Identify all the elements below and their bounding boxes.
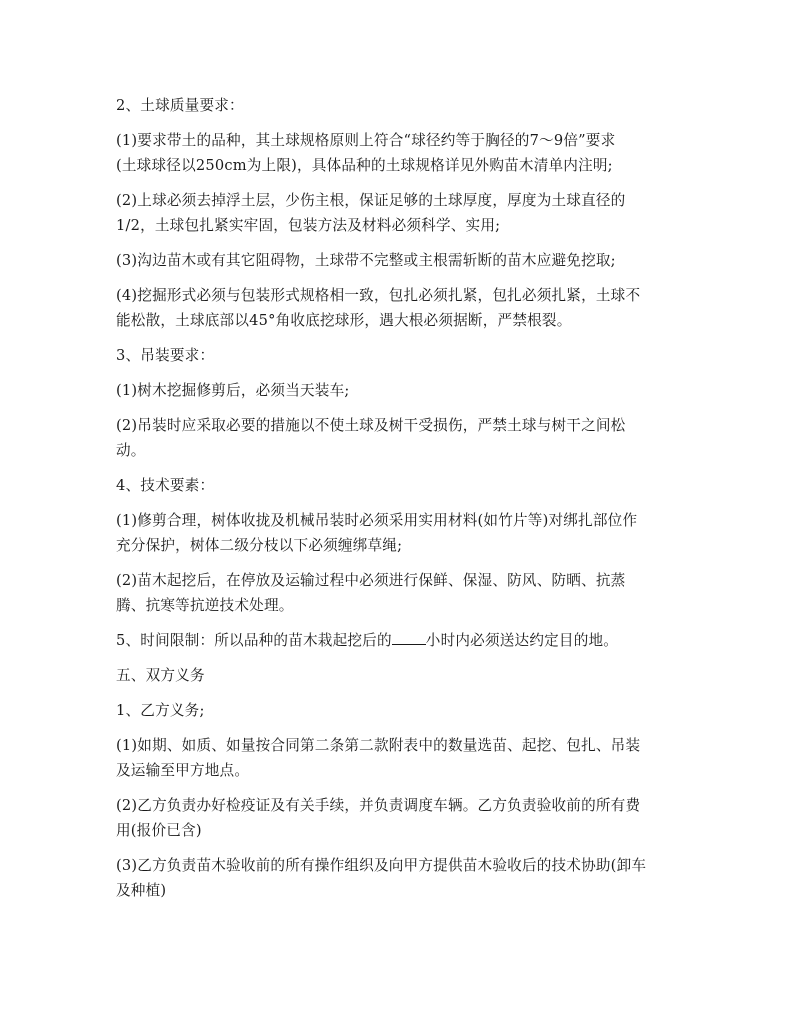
text-line: (2)上球必须去掉浮土层，少伤主根，保证足够的土球厚度，厚度为土球直径的 xyxy=(116,192,626,209)
soil-ball-item-3 xyxy=(116,248,682,273)
text-line: (4)挖掘形式必须与包装形式规格相一致，包扎必须扎紧，包扎必须扎紧，土球不 xyxy=(116,287,641,304)
soil-ball-item-1 xyxy=(116,128,682,178)
text-line: 及种植) xyxy=(116,882,167,899)
heading-lifting xyxy=(116,343,682,368)
text-line: (3)乙方负责苗木验收前的所有操作组织及向甲方提供苗木验收后的技术协助(卸车 xyxy=(116,857,647,874)
text-line xyxy=(116,628,682,653)
heading-technical xyxy=(116,473,682,498)
time-limit-suffix: 小时内必须送达约定目的地。 xyxy=(425,632,619,649)
text-line: (1)修剪合理，树体收拢及机械吊装时必须采用实用材料(如竹片等)对绑扎部位作 xyxy=(116,512,638,529)
party-b-item-2 xyxy=(116,793,682,843)
text-line: (3)沟边苗木或有其它阻碍物，土球带不完整或主根需斩断的苗木应避免挖取; xyxy=(116,252,616,269)
party-b-item-3 xyxy=(116,853,682,903)
text-line: (2)苗木起挖后，在停放及运输过程中必须进行保鲜、保湿、防风、防晒、抗蒸 xyxy=(116,572,626,589)
fill-in-blank[interactable] xyxy=(392,628,426,645)
text-line: (2)吊装时应采取必要的措施以不使土球及树干受损伤，严禁土球与树干之间松 xyxy=(116,417,626,434)
document-page xyxy=(116,93,682,913)
text-line: (1)要求带土的品种，其土球规格原则上符合“球径约等于胸径的7～9倍”要求 xyxy=(116,132,616,149)
text-line: 动。 xyxy=(116,442,146,459)
text-line: 能松散，土球底部以45°角收底挖球形，遇大根必须据断，严禁根裂。 xyxy=(116,312,572,329)
text-line: (2)乙方负责办好检疫证及有关手续，并负责调度车辆。乙方负责验收前的所有费 xyxy=(116,797,641,814)
text-line: 五、双方义务 xyxy=(116,667,205,684)
technical-item-2 xyxy=(116,568,682,618)
text-line: (1)如期、如质、如量按合同第二条第二款附表中的数量选苗、起挖、包扎、吊装 xyxy=(116,737,641,754)
lifting-item-2 xyxy=(116,413,682,463)
text-line: 用(报价已含) xyxy=(116,822,202,839)
lifting-item-1 xyxy=(116,378,682,403)
text-line: 3、吊装要求： xyxy=(116,347,215,364)
text-line: (1)树木挖掘修剪后，必须当天装车; xyxy=(116,382,350,399)
heading-party-b xyxy=(116,698,682,723)
text-line: (土球球径以250cm为上限)，具体品种的土球规格详见外购苗木清单内注明; xyxy=(116,157,613,174)
text-line: 1、乙方义务; xyxy=(116,702,205,719)
heading-obligations xyxy=(116,663,682,688)
text-line: 充分保护，树体二级分枝以下必须缠绑草绳; xyxy=(116,537,403,554)
soil-ball-item-2 xyxy=(116,188,682,238)
technical-item-1 xyxy=(116,508,682,558)
text-line: 及运输至甲方地点。 xyxy=(116,762,250,779)
party-b-item-1 xyxy=(116,733,682,783)
text-line: 腾、抗寒等抗逆技术处理。 xyxy=(116,597,294,614)
text-line: 1/2，土球包扎紧实牢固，包装方法及材料必须科学、实用; xyxy=(116,217,501,234)
text-line: 2、土球质量要求： xyxy=(116,97,244,114)
time-limit-prefix: 5、时间限制：所以品种的苗木栽起挖后的 xyxy=(116,632,392,649)
soil-ball-item-4 xyxy=(116,283,682,333)
text-line: 4、技术要素： xyxy=(116,477,215,494)
heading-soil-ball-quality xyxy=(116,93,682,118)
time-limit xyxy=(116,628,682,653)
